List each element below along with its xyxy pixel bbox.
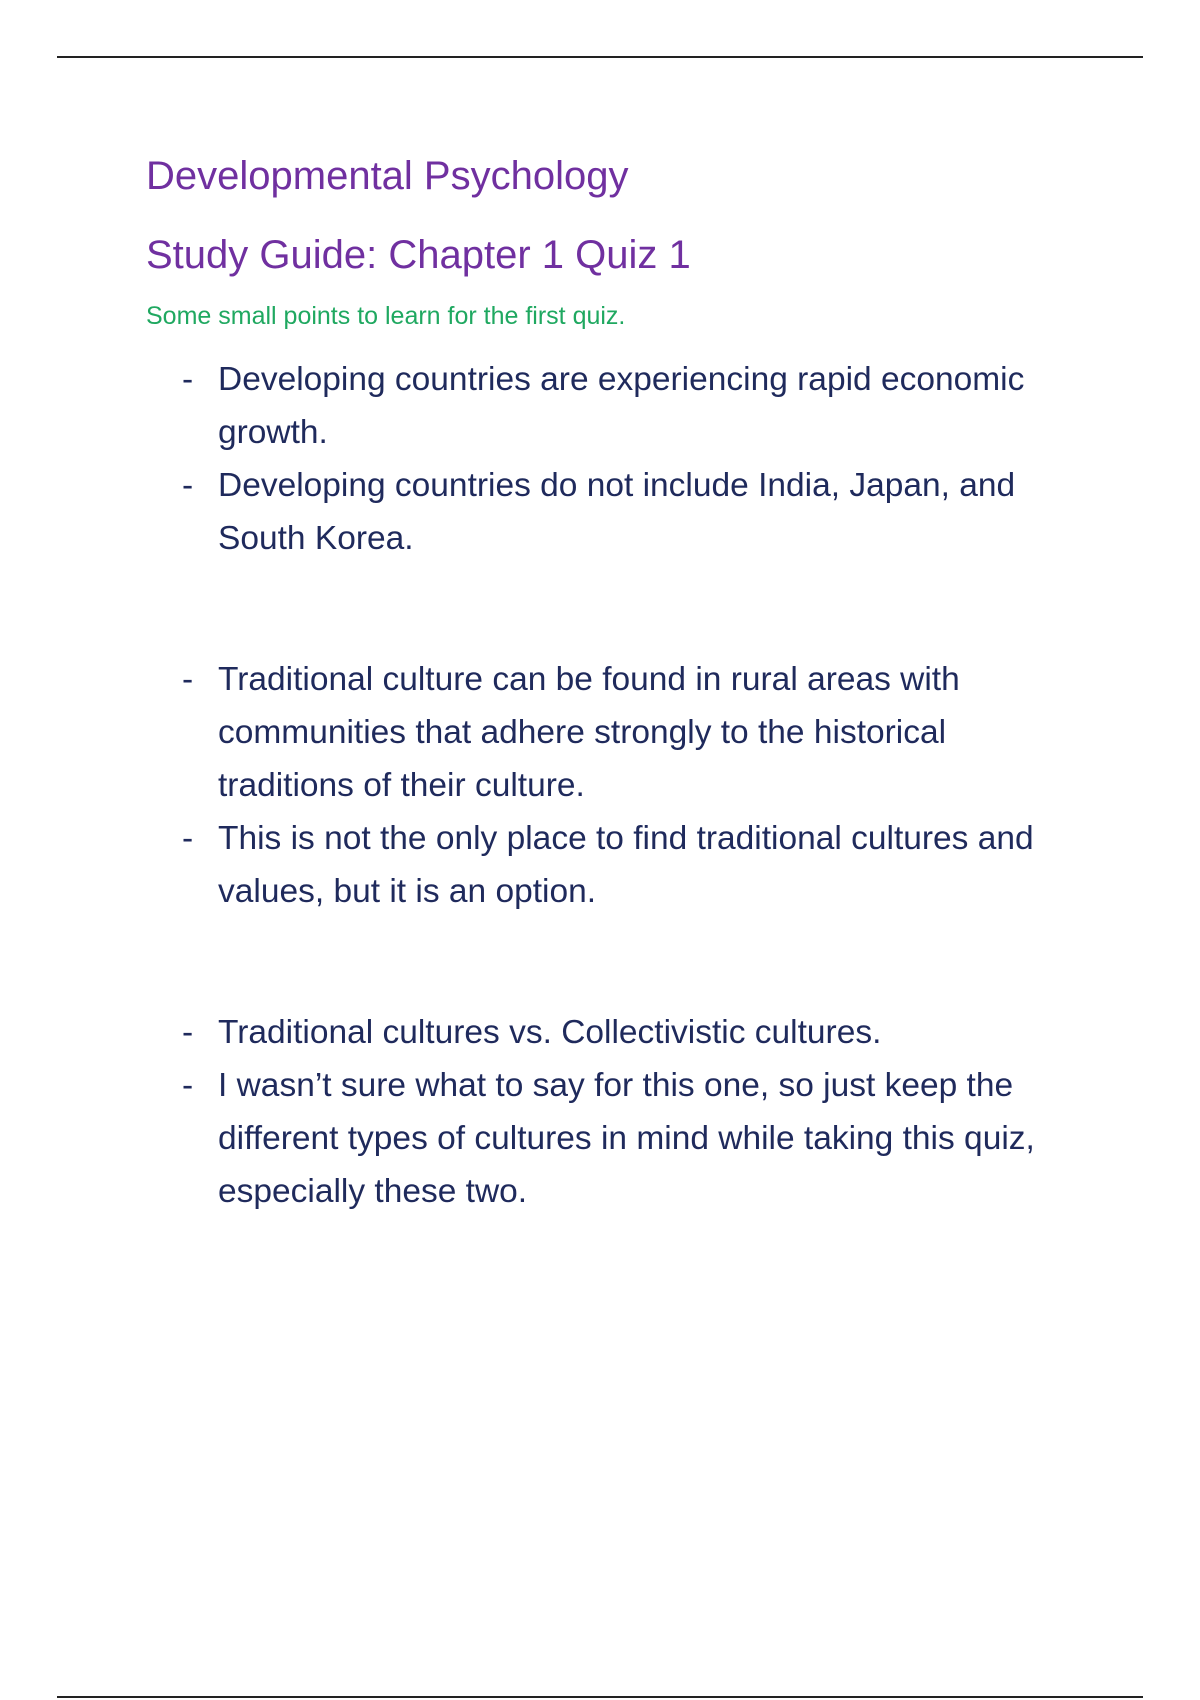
bottom-rule [57, 1696, 1143, 1698]
intro-text: Some small points to learn for the first quiz. [146, 302, 626, 330]
bullet-marker: - [182, 1067, 194, 1104]
bullet-text: Developing countries do not include India, Japan, and South Korea. [218, 467, 1016, 557]
bullet-item [146, 812, 1056, 918]
bullet-marker: - [182, 1014, 194, 1051]
top-rule [57, 56, 1143, 58]
bullet-marker: - [182, 467, 194, 504]
bullet-item [146, 1006, 1056, 1059]
document-title: Developmental Psychology [146, 154, 629, 198]
bullet-text: This is not the only place to find traditional cultures and values, but it is an option. [218, 820, 1034, 910]
bullet-group-3 [146, 1006, 1106, 1218]
bullet-text: Developing countries are experiencing rapid economic growth. [218, 361, 1025, 451]
bullet-text: Traditional cultures vs. Collectivistic cultures. [218, 1014, 882, 1051]
bullet-group-2 [146, 653, 1106, 918]
bullet-item [146, 1059, 1056, 1218]
document-body [146, 148, 1106, 1218]
bullet-item [146, 459, 1056, 565]
bullet-item [146, 653, 1056, 812]
bullet-group-1 [146, 353, 1106, 565]
bullet-text: I wasn’t sure what to say for this one, so just keep the different types of cultures in mind while taking this quiz, especially these two. [218, 1067, 1035, 1210]
bullet-text: Traditional culture can be found in rural areas with communities that adhere strongly to the historical traditions of their culture. [218, 661, 960, 804]
document-subtitle: Study Guide: Chapter 1 Quiz 1 [146, 233, 691, 277]
bullet-marker: - [182, 361, 194, 398]
bullet-marker: - [182, 661, 194, 698]
bullet-item [146, 353, 1056, 459]
bullet-marker: - [182, 820, 194, 857]
